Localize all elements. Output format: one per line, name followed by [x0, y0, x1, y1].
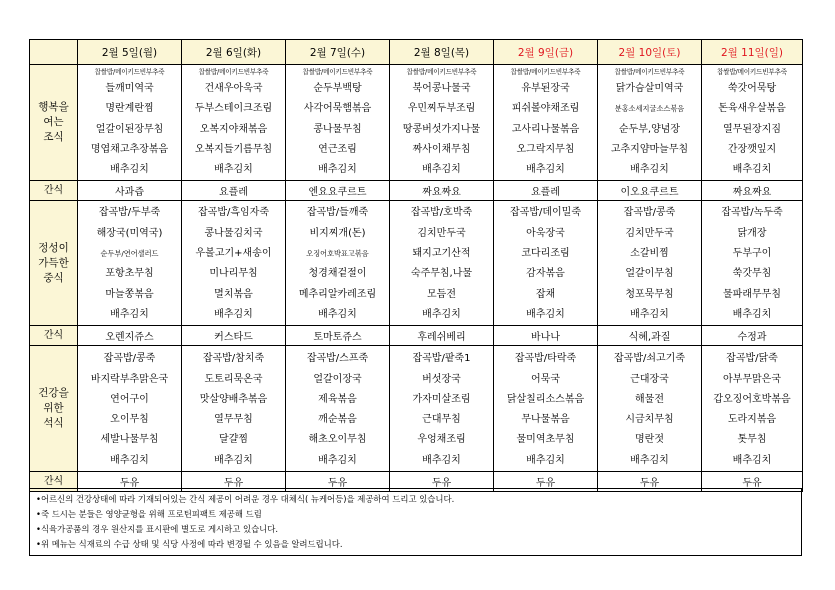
- dish-item: 잡곡밥/두부죽: [98, 207, 161, 219]
- dish-item: 도라지볶음: [727, 414, 777, 426]
- dish-item: 잡곡밥/콩죽: [103, 353, 156, 365]
- dish-item: 배추김치: [214, 454, 253, 466]
- note-line: •죽 드시는 분들은 영양균형을 위해 프로틴피팩트 제공해 드림: [36, 509, 262, 519]
- day-header-holiday: [702, 40, 803, 65]
- dish-item: 바지락부추맑은국: [90, 373, 169, 385]
- dish-item: 맛살양배추볶음: [199, 393, 268, 405]
- dish-item: 배추김치: [110, 308, 149, 320]
- snack-cell: 수정과: [702, 326, 803, 346]
- snack-cell: 후레쉬베리: [390, 326, 494, 346]
- dish-item: 콩나물김치국: [204, 227, 263, 239]
- dish-item: 근대무침: [422, 414, 461, 426]
- dish-item: 물파래무무침: [723, 288, 781, 300]
- dish-item: 세발나물무침: [100, 434, 159, 446]
- day-header: [286, 40, 390, 65]
- snack-cell: 식혜,과질: [598, 326, 702, 346]
- snack-cell: 두유: [598, 472, 702, 492]
- dish-item: 근대장국: [630, 373, 669, 385]
- dish-item: 배추김치: [214, 164, 253, 176]
- dish-item: 열무무침: [214, 414, 253, 426]
- dish-item: 제육볶음: [318, 393, 357, 405]
- snack-cell: 요플레: [494, 181, 598, 201]
- snack-cell: 두유: [494, 472, 598, 492]
- breakfast-cell: [494, 65, 598, 181]
- dish-item: 배추김치: [630, 454, 669, 466]
- snack-cell: 이오요쿠르트: [598, 181, 702, 201]
- dish-item: 해초오이무침: [308, 434, 367, 446]
- porridge-item: 찹쌀밥/메이키드빈부추죽: [717, 68, 787, 76]
- day-label: 2월 11일(일): [720, 46, 783, 59]
- breakfast-cell: [598, 65, 702, 181]
- lunch-cell: [598, 201, 702, 326]
- dish-item: 배추김치: [630, 164, 669, 176]
- dish-item: 김치만두국: [625, 227, 674, 239]
- porridge-item: 찹쌀밥/메이키드빈부추죽: [302, 68, 373, 76]
- day-header: [390, 40, 494, 65]
- porridge-item: 찹쌀밥/메이키드빈부추죽: [406, 68, 477, 76]
- dish-item: 배추김치: [732, 164, 772, 176]
- dish-item: 아부무맑은국: [723, 373, 781, 385]
- day-label: 2월 9일(금): [517, 46, 574, 59]
- dish-item: 피쉬볼야채조림: [511, 103, 580, 115]
- dish-item: 간장깻잎지: [727, 143, 777, 155]
- dish-item: 오복지야채볶음: [199, 123, 268, 135]
- porridge-item: 찹쌀밥/메이키드빈부추죽: [614, 68, 685, 76]
- dish-item: 고사리나물볶음: [511, 123, 580, 135]
- weekly-menu-table: [29, 39, 803, 492]
- dish-item: 잡곡밥/쇠고기죽: [614, 353, 685, 365]
- dish-item: 배추김치: [526, 164, 565, 176]
- dish-item: 두부스테이크조림: [194, 103, 273, 115]
- label-line: 여는: [43, 116, 64, 129]
- dish-item: 마늘쫑볶음: [105, 288, 154, 300]
- label-line: 중식: [43, 271, 64, 284]
- breakfast-cell: [182, 65, 286, 181]
- dish-item: 돈육새우살볶음: [718, 103, 786, 115]
- dish-item: 고추지얌마늘무침: [610, 143, 689, 155]
- dish-item: 명란젓: [635, 434, 664, 446]
- dinner-cell: [182, 346, 286, 472]
- dish-item: 메추리알카레조림: [298, 288, 377, 300]
- dish-item: 잡곡밥/참치죽: [202, 353, 265, 365]
- dish-item: 잡곡밥/호박죽: [410, 207, 473, 219]
- dish-item: 얼갈이무침: [625, 268, 674, 280]
- dish-item: 소갈비찜: [630, 248, 669, 260]
- dish-item: 톳무침: [737, 434, 767, 446]
- lunch-cell: [286, 201, 390, 326]
- lunch-row: [30, 201, 803, 326]
- dish-item: 시금치무침: [625, 414, 674, 426]
- dish-item: 연근조림: [318, 143, 357, 155]
- snack-row: [30, 326, 803, 346]
- label-line: 건강을: [38, 387, 69, 400]
- snack-cell: 두유: [182, 472, 286, 492]
- dish-item: 배추김치: [526, 308, 565, 320]
- dish-item: 배추김치: [110, 454, 149, 466]
- notes-box: [29, 488, 802, 556]
- dish-item: 김치만두국: [417, 227, 466, 239]
- dish-item: 오복지들기름무침: [194, 143, 273, 155]
- day-label: 2월 6일(화): [205, 46, 262, 59]
- dish-item: 물미역초무침: [516, 434, 575, 446]
- snack-row: [30, 181, 803, 201]
- dish-item: 도토리묵온국: [204, 373, 263, 385]
- dish-item: 숙주무침,나물: [410, 268, 473, 280]
- dish-item: 배추김치: [630, 308, 669, 320]
- snack-cell: 바나나: [494, 326, 598, 346]
- snack-label: 간식: [30, 326, 78, 346]
- dish-item: 가자미살조림: [412, 393, 471, 405]
- breakfast-cell: [390, 65, 494, 181]
- breakfast-row: [30, 65, 803, 181]
- dinner-cell: [78, 346, 182, 472]
- dinner-row: [30, 346, 803, 472]
- day-label: 2월 8일(목): [413, 46, 470, 59]
- dish-item: 잡곡밥/흑임자죽: [198, 207, 269, 219]
- dish-item: 달걀찜: [219, 434, 248, 446]
- snack-cell: 오렌지쥬스: [78, 326, 182, 346]
- snack-cell: 두유: [390, 472, 494, 492]
- day-header: [182, 40, 286, 65]
- dish-item: 건새우아욱국: [204, 83, 263, 94]
- corner-cell: [30, 40, 78, 65]
- dish-item: 무나물볶음: [521, 414, 570, 426]
- label-line: 위한: [43, 402, 64, 415]
- label-line: 조식: [43, 131, 64, 144]
- dish-item: 닭살칠리소스볶음: [506, 393, 585, 405]
- breakfast-cell: [286, 65, 390, 181]
- dish-item: 오그락지무침: [516, 143, 575, 155]
- snack-label: 간식: [30, 472, 78, 492]
- dish-item: 감자볶음: [526, 268, 565, 280]
- dinner-cell: [598, 346, 702, 472]
- dish-item: 버섯장국: [422, 373, 461, 385]
- snack-cell: 토마토쥬스: [286, 326, 390, 346]
- dinner-cell: [286, 346, 390, 472]
- dish-item: 북어콩나물국: [412, 83, 471, 94]
- dish-item: 청경채겉절이: [308, 268, 367, 280]
- lunch-cell: [78, 201, 182, 326]
- dish-item: 배추김치: [422, 454, 461, 466]
- dish-item: 유부된장국: [521, 83, 570, 94]
- day-header-row: [30, 40, 803, 65]
- dish-item: 배추김치: [318, 164, 357, 176]
- dish-item: 잡채: [535, 288, 556, 300]
- dish-item: 배추김치: [422, 164, 461, 176]
- dish-item: 들깨미역국: [105, 83, 154, 94]
- porridge-item: 찹쌀밥/메이키드빈부추죽: [198, 68, 269, 76]
- dish-item: 잡곡밥/녹두죽: [721, 207, 783, 219]
- dish-item: 해물전: [635, 393, 664, 405]
- dish-item: 멸치볶음: [214, 288, 253, 300]
- dish-item: 아욱장국: [526, 227, 565, 239]
- dish-item: 해장국(미역국): [96, 227, 163, 239]
- lunch-cell: [182, 201, 286, 326]
- label-line: 정성이: [38, 241, 69, 254]
- dish-item: 순두부,양념장: [618, 123, 681, 135]
- day-label: 2월 10일(토): [618, 46, 681, 59]
- label-line: 행복을: [38, 101, 69, 114]
- dish-item: 닭가슴살미역국: [615, 83, 684, 94]
- dish-item: 배추김치: [422, 308, 461, 320]
- snack-label: 간식: [30, 181, 78, 201]
- dish-item: 얼갈이된장무침: [95, 123, 164, 135]
- dish-item: 청포묵무침: [625, 288, 674, 300]
- snack-cell: 두유: [702, 472, 803, 492]
- label-line: 석식: [43, 417, 64, 430]
- porridge-item: 찹쌀밥/메이키드빈부추죽: [510, 68, 581, 76]
- day-header-holiday: [598, 40, 702, 65]
- dish-item: 코다리조림: [521, 248, 570, 260]
- lunch-cell: [702, 201, 803, 326]
- dinner-label: [30, 346, 78, 472]
- breakfast-cell: [78, 65, 182, 181]
- day-label: 2월 5일(월): [101, 46, 158, 59]
- dish-item: 배추김치: [318, 308, 357, 320]
- dish-item: 우엉채조림: [417, 434, 466, 446]
- dish-item: 열무된장지짐: [723, 123, 781, 135]
- dish-item: 잡곡밥/데이밀죽: [510, 207, 581, 219]
- note-line: •식육가공품의 경우 원산지를 표시판에 별도로 게시하고 있습니다.: [36, 524, 279, 534]
- dish-item: 오징어호박표고볶음: [306, 249, 369, 259]
- breakfast-cell: [702, 65, 803, 181]
- dinner-cell: [494, 346, 598, 472]
- day-header: [78, 40, 182, 65]
- snack-cell: 사과즙: [78, 181, 182, 201]
- label-line: 가득한: [38, 256, 69, 269]
- dish-item: 잡곡밥/콩죽: [623, 207, 676, 219]
- dish-item: 잡곡밥/팥죽1: [412, 353, 471, 365]
- day-label: 2월 7일(수): [309, 46, 366, 59]
- dish-item: 사각어묵햄볶음: [303, 103, 372, 115]
- dish-item: 배추김치: [526, 454, 565, 466]
- dish-item: 깨순볶음: [318, 414, 357, 426]
- snack-cell: 요플레: [182, 181, 286, 201]
- dish-item: 배추김치: [110, 164, 149, 176]
- dish-item: 콩나물무침: [313, 123, 362, 135]
- dish-item: 짜사이채무침: [412, 143, 471, 155]
- dish-item: 돼지고기산적: [412, 248, 471, 260]
- breakfast-label: [30, 65, 78, 181]
- dish-item: 배추김치: [318, 454, 357, 466]
- dish-item: 쑥갓무침: [732, 268, 772, 280]
- dish-item: 순두부/연어샐러드: [100, 249, 159, 259]
- dish-item: 잡곡밥/스프죽: [306, 353, 369, 365]
- day-header-holiday: [494, 40, 598, 65]
- dish-item: 잡곡밥/들깨죽: [306, 207, 369, 219]
- dish-item: 얼갈이장국: [313, 373, 362, 385]
- dish-item: 미나리무침: [209, 268, 258, 280]
- lunch-cell: [494, 201, 598, 326]
- dinner-cell: [390, 346, 494, 472]
- dish-item: 우볼고기+새송이: [195, 248, 272, 260]
- snack-cell: 두유: [78, 472, 182, 492]
- dish-item: 우민찌두부조림: [407, 103, 476, 115]
- snack-cell: 커스타드: [182, 326, 286, 346]
- lunch-cell: [390, 201, 494, 326]
- dish-item: 어묵국: [531, 373, 560, 385]
- dish-item: 연어구이: [110, 393, 149, 405]
- dish-item: 배추김치: [214, 308, 253, 320]
- dish-item: 오이무침: [110, 414, 149, 426]
- dish-item: 포항초무침: [105, 268, 154, 280]
- note-line: •위 메뉴는 식재료의 수급 상태 및 식당 사정에 따라 변경될 수 있음을 알려드립니다.: [36, 539, 343, 549]
- dish-item: 배추김치: [732, 454, 772, 466]
- dish-item: 모듬전: [427, 288, 456, 300]
- note-line: •어르신의 건강상태에 따라 기재되어있는 간식 제공이 어려운 경우 대체식( 뉴케어등)을 제공하여 드리고 있습니다.: [36, 494, 455, 504]
- dish-item: 두부구이: [732, 248, 772, 260]
- snack-cell: 두유: [286, 472, 390, 492]
- dish-item: 잡곡밥/닭죽: [726, 353, 778, 365]
- dish-item: 분홍소세지굴소스볶음: [614, 104, 685, 114]
- snack-cell: 짜요짜요: [702, 181, 803, 201]
- snack-cell: 엔요요쿠르트: [286, 181, 390, 201]
- dish-item: 쑥갓어묵탕: [727, 83, 777, 94]
- dinner-cell: [702, 346, 803, 472]
- dish-item: 닭개장: [737, 227, 767, 239]
- dish-item: 갑오징어호박볶음: [713, 393, 791, 405]
- lunch-label: [30, 201, 78, 326]
- porridge-item: 찹쌀밥/메이키드빈부추죽: [94, 68, 165, 76]
- dish-item: 배추김치: [732, 308, 772, 320]
- dish-item: 잡곡밥/타락죽: [514, 353, 577, 365]
- dish-item: 땅콩버섯가지나물: [402, 123, 481, 135]
- snack-cell: 짜요짜요: [390, 181, 494, 201]
- dish-item: 순두부백탕: [313, 83, 362, 94]
- dish-item: 비지찌개(돈): [309, 227, 366, 239]
- dish-item: 명엽채고추장볶음: [90, 143, 169, 155]
- dish-item: 명란계란찜: [105, 103, 154, 115]
